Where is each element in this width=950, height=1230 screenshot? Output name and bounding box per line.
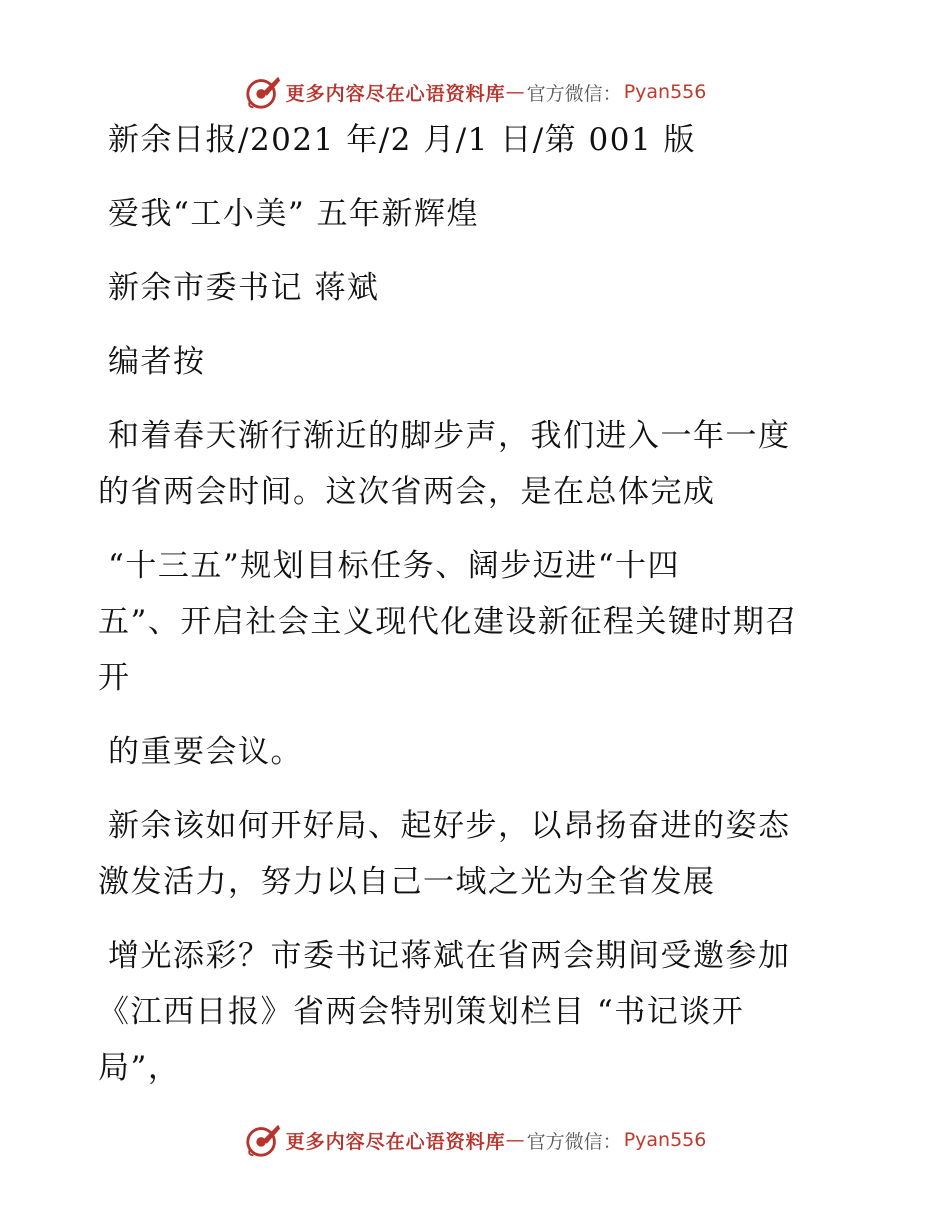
paragraph-line: 和着春天渐行渐近的脚步声，我们进入一年一度 xyxy=(108,418,791,454)
byline: 新余市委书记 蒋斌 xyxy=(108,270,380,306)
watermark-wechat-id: Pyan556 xyxy=(623,1129,707,1151)
watermark-separator: — xyxy=(505,1129,525,1151)
paragraph-line: “十三五”规划目标任务、阔步迈进“十四 xyxy=(108,548,681,584)
watermark-separator: — xyxy=(505,81,525,103)
watermark-site-text: 更多内容尽在心语资料库 xyxy=(285,1130,506,1153)
paragraph-line: 增光添彩？市委书记蒋斌在省两会期间受邀参加 xyxy=(108,938,791,974)
watermark-banner-top xyxy=(0,70,950,114)
watermark-wechat-id: Pyan556 xyxy=(623,81,707,103)
source-line: 新余日报/2021 年/2 月/1 日/第 001 版 xyxy=(108,122,697,158)
editor-note-label: 编者按 xyxy=(108,344,206,380)
paragraph-line: 《江西日报》省两会特别策划栏目 “书记谈开 xyxy=(98,994,745,1030)
article-body xyxy=(98,112,858,1096)
headline: 爱我“工小美” 五年新辉煌 xyxy=(108,196,480,232)
paragraph-line: 新余该如何开好局、起好步，以昂扬奋进的姿态 xyxy=(108,808,791,844)
paragraph-line: 开 xyxy=(98,660,131,696)
watermark-official-label: 官方微信： xyxy=(526,1130,622,1153)
paragraph-line: 激发活力，努力以自己一域之光为全省发展 xyxy=(98,864,716,900)
paragraph-line: 的省两会时间。这次省两会，是在总体完成 xyxy=(98,474,716,510)
watermark-official-label: 官方微信： xyxy=(526,82,622,105)
pen-circle-logo-icon xyxy=(244,1121,282,1159)
paragraph-line: 的重要会议。 xyxy=(108,734,303,770)
paragraph-line: 局”， xyxy=(98,1050,181,1086)
pen-circle-logo-icon xyxy=(244,73,282,111)
paragraph-line: 五”、开启社会主义现代化建设新征程关键时期召 xyxy=(98,604,798,640)
watermark-site-text: 更多内容尽在心语资料库 xyxy=(285,82,506,105)
watermark-banner-bottom xyxy=(0,1118,950,1162)
